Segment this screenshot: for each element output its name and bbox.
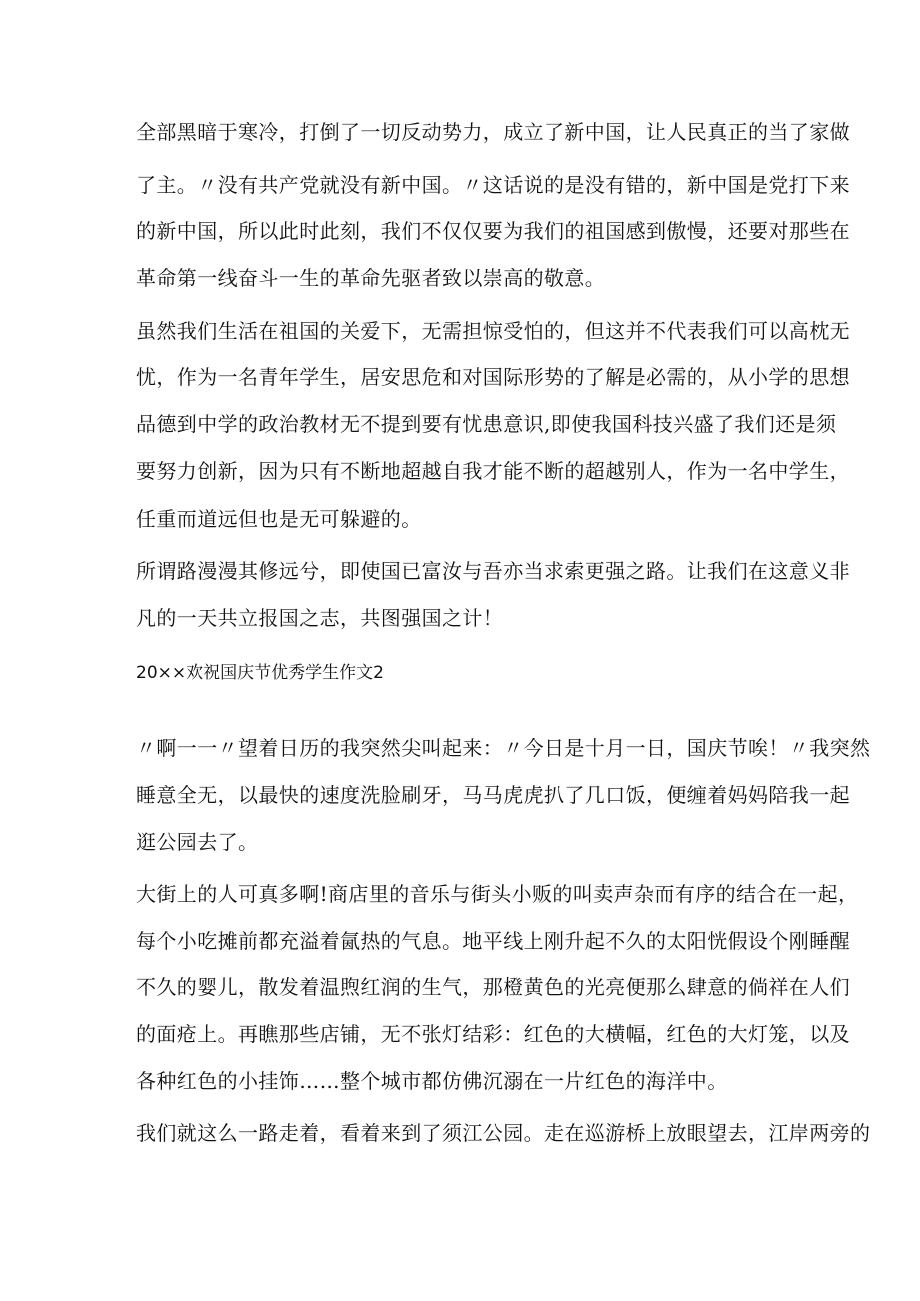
text-line: 不久的婴儿，散发着温煦红润的生气，那橙黄色的光亮便那么肆意的倘祥在人们 (136, 975, 850, 999)
text-line: 的新中国，所以此时此刻，我们不仅仅要为我们的祖国感到傲慢，还要对那些在 (136, 219, 850, 243)
text-line: 各种红色的小挂饰……整个城市都仿佛沉溺在一片红色的海洋中。 (136, 1069, 728, 1093)
text-line: 凡的一天共立报国之志，共图强国之计！ (136, 606, 504, 630)
text-line: 全部黑暗于寒冷，打倒了一切反动势力，成立了新中国，让人民真正的当了家做 (136, 120, 850, 144)
text-line: 逛公园去了。 (136, 830, 259, 854)
text-line: 睡意全无，以最快的速度洗脸刷牙，马马虎虎扒了几口饭，便缠着妈妈陪我一起 (136, 783, 850, 807)
text-line: 大街上的人可真多啊!商店里的音乐与街头小贩的叫卖声杂而有序的结合在一起， (136, 882, 859, 906)
text-line: 了主。〃没有共产党就没有新中国。〃这话说的是没有错的，新中国是党打下来 (136, 173, 850, 197)
text-line: 任重而道远但也是无可躲避的。 (136, 507, 422, 531)
text-line: 要努力创新，因为只有不断地超越自我才能不断的超越别人，作为一名中学生， (136, 459, 850, 483)
text-line: 所谓路漫漫其修远兮，即使国已富汝与吾亦当求索更强之路。让我们在这意义非 (136, 559, 850, 583)
text-line: 品德到中学的政治教材无不提到要有忧患意识,即使我国科技兴盛了我们还是须 (136, 412, 837, 436)
text-line: 的面疮上。再瞧那些店铺，无不张灯结彩：红色的大横幅，红色的大灯笼，以及 (136, 1022, 850, 1046)
text-line: 每个小吃摊前都充溢着氤热的气息。地平线上刚升起不久的太阳恍假设个刚睡醒 (136, 929, 850, 953)
text-line: 虽然我们生活在祖国的关爱下，无需担惊受怕的，但这并不代表我们可以高枕无 (136, 319, 850, 343)
section-heading: 20××欢祝国庆节优秀学生作文2 (136, 663, 384, 683)
text-line: 革命第一线奋斗一生的革命先驱者致以崇高的敬意。 (136, 266, 606, 290)
text-line: 〃啊一一〃望着日历的我突然尖叫起来：〃今日是十月一日，国庆节唉！〃我突然 (136, 736, 871, 760)
text-line: 我们就这么一路走着，看着来到了须江公园。走在巡游桥上放眼望去，江岸两旁的 (136, 1121, 871, 1145)
text-line: 忧，作为一名青年学生，居安思危和对国际形势的了解是必需的，从小学的思想 (136, 365, 850, 389)
